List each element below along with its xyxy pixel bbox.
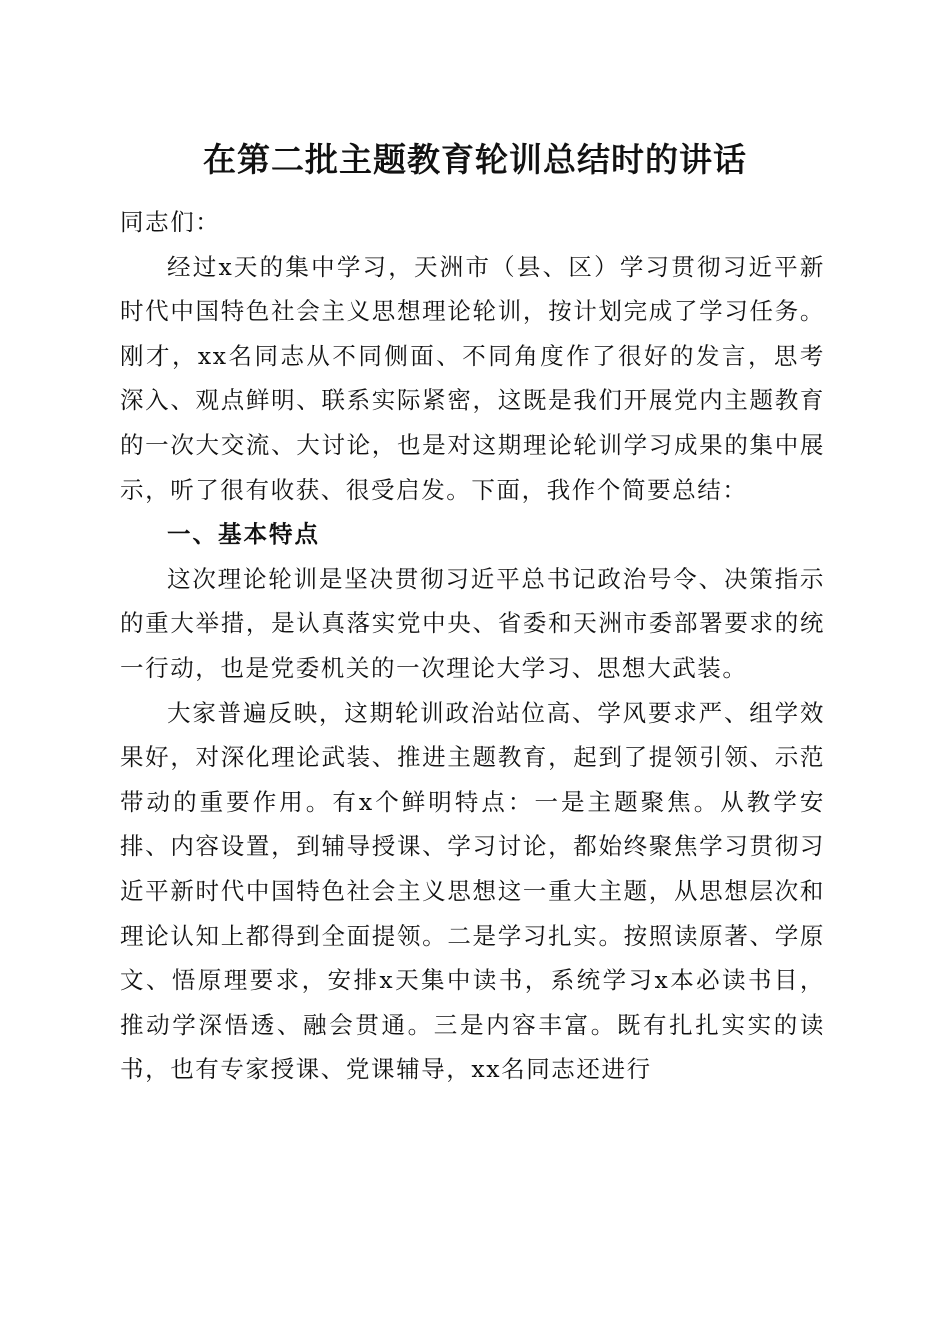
document-title: 在第二批主题教育轮训总结时的讲话 — [203, 140, 747, 179]
document-body — [120, 200, 825, 1092]
section-heading: 一、基本特点 — [167, 520, 320, 549]
paragraph-section-1: 这次理论轮训是坚决贯彻习近平总书记政治号令、决策指示的重大举措，是认真落实党中央、省委和天洲市委部署要求的统一行动，也是党委机关的一次理论大学习、思想大武装。 — [120, 564, 825, 682]
paragraph-intro: 经过x天的集中学习，天洲市（县、区）学习贯彻习近平新时代中国特色社会主义思想理论轮训，按计划完成了学习任务。刚才，xx名同志从不同侧面、不同角度作了很好的发言，思考深入、观点鲜明、联系实际紧密，这既是我们开展党内主题教育的一次大交流、大讨论，也是对这期理论轮训学习成果的集中展示，听了很有收获、很受启发。下面，我作个简要总结： — [120, 252, 825, 504]
paragraph-section-2: 大家普遍反映，这期轮训政治站位高、学风要求严、组学效果好，对深化理论武装、推进主题教育，起到了提领引领、示范带动的重要作用。有x个鲜明特点：一是主题聚焦。从教学安排、内容设置，到辅导授课、学习讨论，都始终聚焦学习贯彻习近平新时代中国特色社会主义思想这一重大主题，从思想层次和理论认知上都得到全面提领。二是学习扎实。按照读原著、学原文、悟原理要求，安排x天集中读书，系统学习x本必读书目，推动学深悟透、融会贯通。三是内容丰富。既有扎扎实实的读书，也有专家授课、党课辅导，xx名同志还进行 — [120, 698, 825, 1084]
salutation: 同志们： — [120, 208, 221, 236]
